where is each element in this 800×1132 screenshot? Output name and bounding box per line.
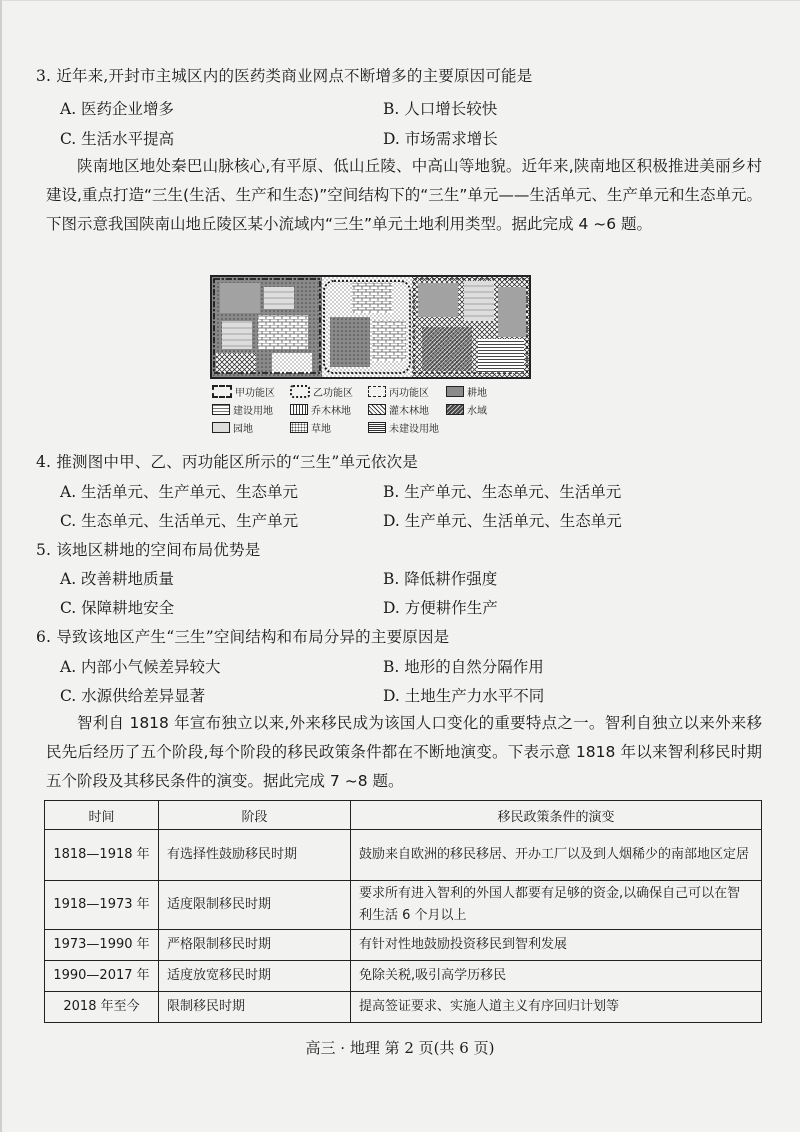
q6-option-a: A. 内部小气候差异较大: [60, 658, 221, 676]
legend-item-grass: [290, 420, 331, 435]
legend-label-construction: 建设用地: [233, 406, 273, 417]
q5-stem: 5. 该地区耕地的空间布局优势是: [36, 541, 261, 559]
q4-option-c: C. 生态单元、生活单元、生产单元: [60, 512, 299, 530]
q4-option-d: D. 生产单元、生活单元、生态单元: [383, 512, 622, 530]
legend-label-water: 水域: [467, 406, 487, 417]
q6-stem: 6. 导致该地区产生“三生”空间结构和布局分异的主要原因是: [36, 628, 450, 646]
table-header-stage: 阶段: [159, 801, 351, 830]
q5-option-b: B. 降低耕作强度: [383, 570, 498, 588]
legend-swatch-yi: [290, 385, 310, 398]
legend-swatch-construction: [212, 404, 230, 415]
table-cell-period: 1918—1973 年: [45, 881, 159, 930]
legend-label-farmland: 耕地: [467, 388, 487, 399]
legend-item-bing: [368, 384, 429, 399]
legend-item-water: [446, 402, 487, 417]
table-cell-period: 1818—1918 年: [45, 830, 159, 881]
legend-swatch-unbuilt: [368, 422, 386, 433]
legend-item-construction: [212, 402, 273, 417]
legend-item-forest: [290, 402, 351, 417]
legend-swatch-shrub: [368, 404, 386, 415]
land-use-map: [210, 275, 531, 379]
table-cell-stage: 严格限制移民时期: [159, 930, 351, 961]
table-cell-period: 1973—1990 年: [45, 930, 159, 961]
legend-label-jia: 甲功能区: [235, 388, 275, 399]
table-cell-policy: 有针对性地鼓励投资移民到智利发展: [351, 930, 762, 961]
table-header-period: 时间: [45, 801, 159, 830]
table-cell-policy: 要求所有进入智利的外国人都要有足够的资金,以确保自己可以在智利生活 6 个月以上: [351, 881, 762, 930]
q5-option-a: A. 改善耕地质量: [60, 570, 175, 588]
legend-swatch-garden: [212, 422, 230, 433]
table-cell-policy: 免除关税,吸引高学历移民: [351, 961, 762, 992]
table-row: [45, 961, 762, 992]
table-cell-stage: 适度限制移民时期: [159, 881, 351, 930]
q6-option-d: D. 土地生产力水平不同: [383, 687, 545, 705]
table-cell-stage: 限制移民时期: [159, 992, 351, 1023]
q6-option-c: C. 水源供给差异显著: [60, 687, 206, 705]
legend-swatch-bing: [368, 386, 386, 397]
q3-option-c: C. 生活水平提高: [60, 130, 175, 148]
q5-option-c: C. 保障耕地安全: [60, 599, 175, 617]
legend-item-garden: [212, 420, 253, 435]
intro-paragraph-shaanxi: 陕南地区地处秦巴山脉核心,有平原、低山丘陵、中高山等地貌。近年来,陕南地区积极推进美丽乡村建设,重点打造“三生(生活、生产和生态)”空间结构下的“三生”单元——生活单元、生产单元和生态单元。下图示意我国陕南山地丘陵区某小流域内“三生”单元土地利用类型。据此完成 4 ~6 题。: [46, 157, 762, 233]
migration-table: [44, 800, 762, 1023]
legend-swatch-water: [446, 404, 464, 415]
legend-item-jia: [212, 384, 275, 399]
q4-stem: 4. 推测图中甲、乙、丙功能区所示的“三生”单元依次是: [36, 453, 418, 471]
table-header-row: [45, 801, 762, 830]
q6-option-b: B. 地形的自然分隔作用: [383, 658, 544, 676]
table-row: [45, 930, 762, 961]
legend-label-grass: 草地: [311, 424, 331, 435]
table-header-policy: 移民政策条件的演变: [351, 801, 762, 830]
table-row: [45, 830, 762, 881]
table-cell-policy: 提高签证要求、实施人道主义有序回归计划等: [351, 992, 762, 1023]
land-use-map-svg: [212, 277, 529, 377]
table-cell-stage: 适度放宽移民时期: [159, 961, 351, 992]
q5-option-d: D. 方便耕作生产: [383, 599, 498, 617]
legend-swatch-forest: [290, 404, 308, 415]
legend-swatch-jia: [212, 385, 232, 398]
legend-label-unbuilt: 未建设用地: [389, 424, 439, 435]
table-cell-period: 2018 年至今: [45, 992, 159, 1023]
legend-label-garden: 园地: [233, 424, 253, 435]
legend-label-yi: 乙功能区: [313, 388, 353, 399]
table-cell-policy: 鼓励来自欧洲的移民移居、开办工厂以及到人烟稀少的南部地区定居: [351, 830, 762, 881]
legend-item-shrub: [368, 402, 429, 417]
table-cell-period: 1990—2017 年: [45, 961, 159, 992]
legend-label-forest: 乔木林地: [311, 406, 351, 417]
table-cell-stage: 有选择性鼓励移民时期: [159, 830, 351, 881]
legend-label-bing: 丙功能区: [389, 388, 429, 399]
page-footer: 高三 · 地理 第 2 页(共 6 页): [305, 1039, 495, 1057]
table-row: [45, 881, 762, 930]
legend-item-yi: [290, 384, 353, 399]
q4-option-a: A. 生活单元、生产单元、生态单元: [60, 483, 299, 501]
legend-item-unbuilt: [368, 420, 439, 435]
q3-stem: 3. 近年来,开封市主城区内的医药类商业网点不断增多的主要原因可能是: [36, 67, 533, 85]
q3-option-b: B. 人口增长较快: [383, 100, 498, 118]
legend-swatch-farmland: [446, 386, 464, 397]
legend-label-shrub: 灌木林地: [389, 406, 429, 417]
q3-option-d: D. 市场需求增长: [383, 130, 498, 148]
q3-option-a: A. 医药企业增多: [60, 100, 175, 118]
intro-paragraph-chile: 智利自 1818 年宣布独立以来,外来移民成为该国人口变化的重要特点之一。智利自独立以来外来移民先后经历了五个阶段,每个阶段的移民政策条件都在不断地演变。下表示意 1818 年以来智利移民时期五个阶段及其移民条件的演变。据此完成 7 ~8 题。: [46, 714, 762, 790]
legend-item-farmland: [446, 384, 487, 399]
legend-swatch-grass: [290, 422, 308, 433]
table-row: [45, 992, 762, 1023]
q4-option-b: B. 生产单元、生态单元、生活单元: [383, 483, 622, 501]
